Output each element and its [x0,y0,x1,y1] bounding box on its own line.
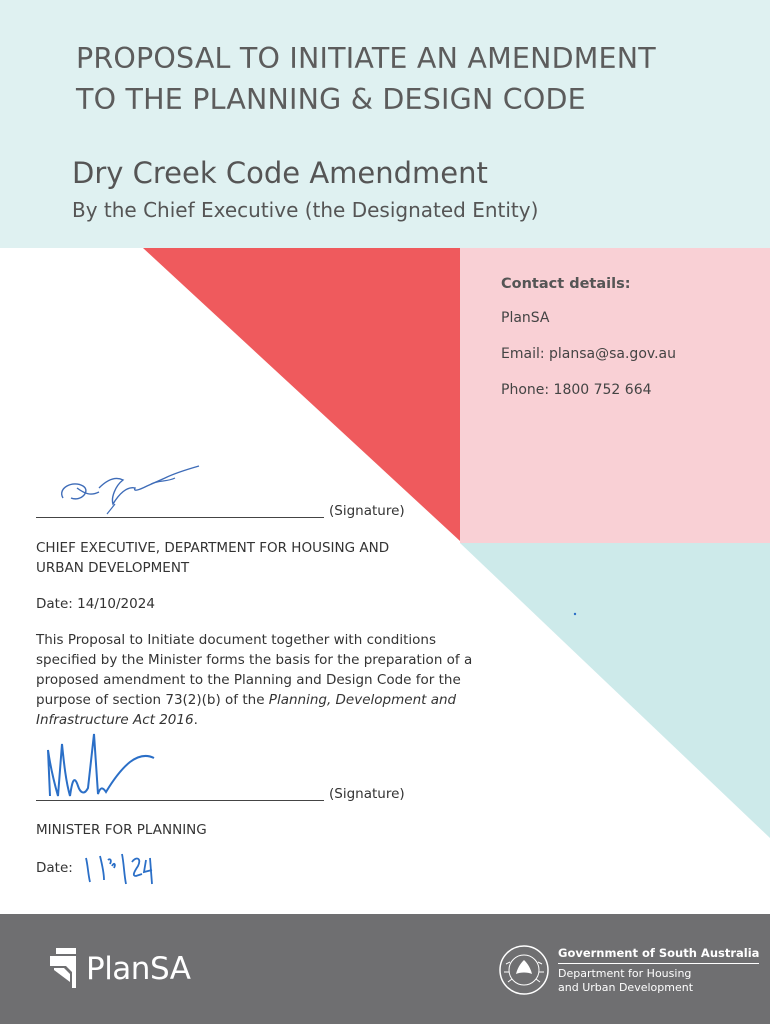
contact-email: Email: plansa@sa.gov.au [501,346,676,362]
act-name-part-2: Infrastructure Act 2016 [36,712,194,728]
statement-line-2: specified by the Minister forms the basis for the preparation of a [36,652,473,668]
statement-paragraph [36,630,472,730]
government-name: Government of South Australia [558,946,759,964]
department-line-2: and Urban Development [558,980,694,994]
plansa-logo-text: PlanSA [86,951,191,987]
contact-phone: Phone: 1800 752 664 [501,382,652,398]
chief-executive-signature [55,458,205,516]
signature-date-1: Date: 14/10/2024 [36,596,155,612]
signature-line-1 [36,517,324,518]
contact-org: PlanSA [501,310,550,326]
statement-period: . [193,712,198,728]
document-title [76,38,756,120]
amendment-name: Dry Creek Code Amendment [72,156,488,190]
signature-label-1: (Signature) [329,503,405,519]
plansa-logo-icon [50,948,80,990]
act-name-part-1: Planning, Development and [268,692,457,708]
designated-entity: By the Chief Executive (the Designated Entity) [72,198,539,222]
teal-triangle [460,543,770,838]
chief-executive-title-line-1: CHIEF EXECUTIVE, DEPARTMENT FOR HOUSING AND [36,540,390,556]
chief-executive-title [36,538,389,578]
contact-details [501,276,676,418]
handwritten-date [82,850,157,890]
contact-heading: Contact details: [501,276,631,292]
government-logo [498,944,759,996]
chief-executive-title-line-2: URBAN DEVELOPMENT [36,560,190,576]
ink-dot [574,613,576,615]
header-band [0,0,770,248]
statement-line-1: This Proposal to Initiate document together with conditions [36,632,437,648]
plansa-logo [50,948,190,990]
statement-line-3: proposed amendment to the Planning and Design Code for the [36,672,461,688]
signature-line-2 [36,800,324,801]
title-line-2: TO THE PLANNING & DESIGN CODE [76,83,586,116]
minister-signature [38,730,163,802]
department-line-1: Department for Housing [558,966,692,980]
signature-date-2-label: Date: [36,860,73,876]
title-line-1: PROPOSAL TO INITIATE AN AMENDMENT [76,42,656,75]
signature-label-2: (Signature) [329,786,405,802]
minister-title: MINISTER FOR PLANNING [36,822,207,838]
south-australia-seal-icon [498,944,550,996]
statement-line-4: purpose of section 73(2)(b) of the [36,692,269,708]
